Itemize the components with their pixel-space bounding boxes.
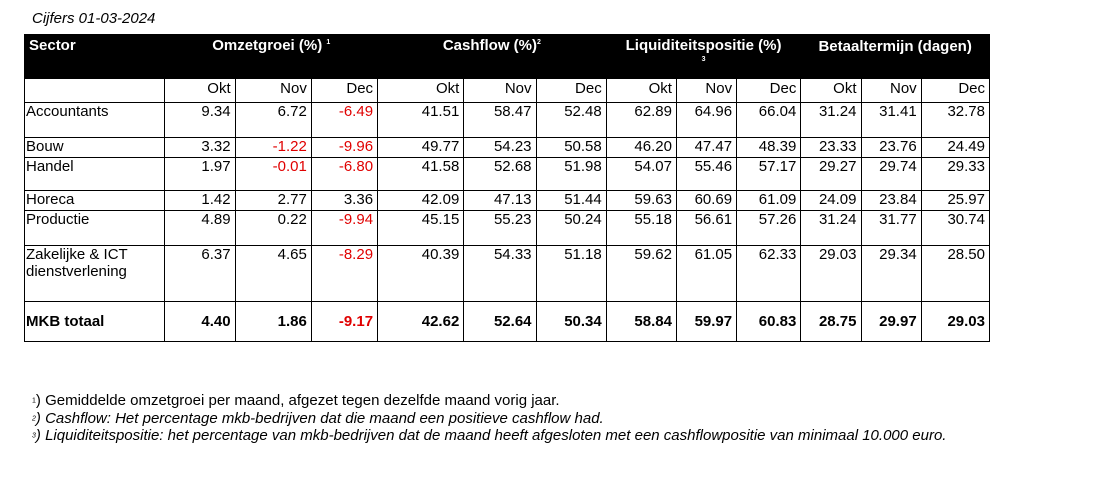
omzet-value: -6.80 — [311, 158, 377, 191]
liq-value: 47.47 — [676, 138, 736, 158]
liq-value: 59.97 — [676, 302, 736, 342]
month-label: Okt — [165, 79, 235, 103]
omzet-value: 3.32 — [165, 138, 235, 158]
bet-value: 28.75 — [801, 302, 861, 342]
cash-value: 42.62 — [378, 302, 464, 342]
header-sector: Sector — [25, 35, 165, 79]
cash-value: 42.09 — [378, 191, 464, 211]
omzet-value: -9.96 — [311, 138, 377, 158]
bet-value: 24.49 — [921, 138, 989, 158]
cash-value: 50.24 — [536, 211, 606, 246]
month-blank-cell — [25, 79, 165, 103]
omzet-value: 0.22 — [235, 211, 311, 246]
bet-value: 31.24 — [801, 211, 861, 246]
footnote-2: 2) Cashflow: Het percentage mkb-bedrijven dat die maand een positieve cashflow had. — [32, 409, 604, 427]
bet-value: 23.33 — [801, 138, 861, 158]
liq-value: 56.61 — [676, 211, 736, 246]
bet-value: 30.74 — [921, 211, 989, 246]
table-row — [25, 191, 990, 211]
month-label: Nov — [861, 79, 921, 103]
cash-value: 51.98 — [536, 158, 606, 191]
header-omzetgroei: Omzetgroei (%) $^1$ — [165, 35, 378, 79]
omzet-value: 4.89 — [165, 211, 235, 246]
table-row — [25, 158, 990, 191]
cash-value: 45.15 — [378, 211, 464, 246]
liq-value: 57.26 — [737, 211, 801, 246]
cash-value: 55.23 — [464, 211, 536, 246]
sector-name: Productie — [25, 211, 165, 246]
cash-value: 52.48 — [536, 103, 606, 138]
footnote-3: 3) Liquiditeitspositie: het percentage van mkb-bedrijven dat de maand heeft afgesloten met een cashflowpositie van minimaal 10.000 euro. — [32, 427, 947, 445]
cash-value: 51.18 — [536, 246, 606, 302]
liq-value: 55.18 — [606, 211, 676, 246]
bet-value: 29.33 — [921, 158, 989, 191]
omzet-value: 4.40 — [165, 302, 235, 342]
omzet-value: -8.29 — [311, 246, 377, 302]
month-label: Nov — [464, 79, 536, 103]
header-row — [25, 35, 990, 79]
table-row — [25, 211, 990, 246]
sector-name: Horeca — [25, 191, 165, 211]
omzet-value: 4.65 — [235, 246, 311, 302]
liq-value: 60.69 — [676, 191, 736, 211]
liq-value: 64.96 — [676, 103, 736, 138]
omzet-value: 1.86 — [235, 302, 311, 342]
omzet-value: 1.42 — [165, 191, 235, 211]
cash-value: 50.58 — [536, 138, 606, 158]
bet-value: 29.27 — [801, 158, 861, 191]
bet-value: 29.97 — [861, 302, 921, 342]
liq-value: 48.39 — [737, 138, 801, 158]
liq-value: 61.09 — [737, 191, 801, 211]
month-label: Dec — [311, 79, 377, 103]
bet-value: 29.74 — [861, 158, 921, 191]
month-row — [25, 79, 990, 103]
cash-value: 49.77 — [378, 138, 464, 158]
month-label: Nov — [235, 79, 311, 103]
liq-value: 55.46 — [676, 158, 736, 191]
omzet-value: -0.01 — [235, 158, 311, 191]
omzet-value: -9.94 — [311, 211, 377, 246]
sector-name: Handel — [25, 158, 165, 191]
bet-value: 31.77 — [861, 211, 921, 246]
liq-value: 62.89 — [606, 103, 676, 138]
omzet-value: 6.37 — [165, 246, 235, 302]
header-cashflow: Cashflow (%)$^2$ — [378, 35, 607, 79]
cash-value: 41.58 — [378, 158, 464, 191]
liq-value: 54.07 — [606, 158, 676, 191]
month-label: Dec — [536, 79, 606, 103]
page-title: Cijfers 01-03-2024 — [32, 10, 156, 27]
footnotes — [32, 392, 1082, 445]
liq-value: 66.04 — [737, 103, 801, 138]
omzet-value: 9.34 — [165, 103, 235, 138]
cash-value: 54.33 — [464, 246, 536, 302]
liq-value: 61.05 — [676, 246, 736, 302]
table-row — [25, 302, 990, 342]
bet-value: 23.76 — [861, 138, 921, 158]
omzet-value: -6.49 — [311, 103, 377, 138]
month-label: Okt — [606, 79, 676, 103]
bet-value: 28.50 — [921, 246, 989, 302]
month-label: Nov — [676, 79, 736, 103]
footnote-marker-3: 3 — [701, 56, 706, 63]
cash-value: 40.39 — [378, 246, 464, 302]
bet-value: 24.09 — [801, 191, 861, 211]
header-betaaltermijn: Betaaltermijn (dagen) — [801, 35, 990, 79]
sector-name: Accountants — [25, 103, 165, 138]
month-label: Okt — [801, 79, 861, 103]
omzet-value: 1.97 — [165, 158, 235, 191]
footnote-1: 1) Gemiddelde omzetgroei per maand, afgezet tegen dezelfde maand vorig jaar. — [32, 392, 560, 409]
bet-value: 25.97 — [921, 191, 989, 211]
cash-value: 51.44 — [536, 191, 606, 211]
month-label: Dec — [921, 79, 989, 103]
omzet-value: -1.22 — [235, 138, 311, 158]
sector-name: Zakelijke & ICT dienstverlening — [25, 246, 165, 302]
bet-value: 31.41 — [861, 103, 921, 138]
bet-value: 31.24 — [801, 103, 861, 138]
omzet-value: -9.17 — [311, 302, 377, 342]
cash-value: 52.68 — [464, 158, 536, 191]
liq-value: 58.84 — [606, 302, 676, 342]
liq-value: 62.33 — [737, 246, 801, 302]
cash-value: 54.23 — [464, 138, 536, 158]
cash-value: 41.51 — [378, 103, 464, 138]
liq-value: 46.20 — [606, 138, 676, 158]
bet-value: 29.34 — [861, 246, 921, 302]
cash-value: 58.47 — [464, 103, 536, 138]
cash-value: 50.34 — [536, 302, 606, 342]
footnote-marker-1: 1 — [326, 39, 331, 46]
omzet-value: 3.36 — [311, 191, 377, 211]
month-label: Okt — [378, 79, 464, 103]
omzet-value: 2.77 — [235, 191, 311, 211]
omzet-value: 6.72 — [235, 103, 311, 138]
bet-value: 29.03 — [921, 302, 989, 342]
table-row — [25, 138, 990, 158]
liq-value: 60.83 — [737, 302, 801, 342]
bet-value: 32.78 — [921, 103, 989, 138]
cash-value: 47.13 — [464, 191, 536, 211]
figures-table — [24, 34, 990, 342]
table-row — [25, 246, 990, 302]
liq-value: 57.17 — [737, 158, 801, 191]
sector-name: Bouw — [25, 138, 165, 158]
cash-value: 52.64 — [464, 302, 536, 342]
header-liquiditeit: Liquiditeitspositie (%) $^3$ — [606, 35, 801, 79]
table-row — [25, 103, 990, 138]
liq-value: 59.62 — [606, 246, 676, 302]
bet-value: 23.84 — [861, 191, 921, 211]
footnote-marker-2: 2 — [537, 39, 541, 46]
month-label: Dec — [737, 79, 801, 103]
sector-name: MKB totaal — [25, 302, 165, 342]
bet-value: 29.03 — [801, 246, 861, 302]
liq-value: 59.63 — [606, 191, 676, 211]
